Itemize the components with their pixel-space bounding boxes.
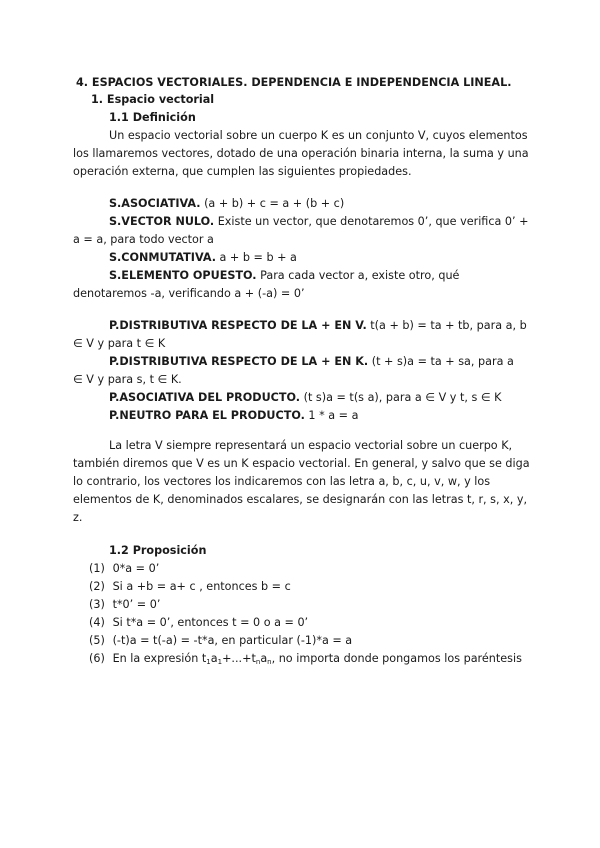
subscript: 1 [217,658,223,666]
property-text: t(a + b) = ta + tb, para a, b [366,319,527,332]
subsection-heading-definition: 1.1 Definición [109,111,196,124]
text-fragment: a [260,652,268,665]
item-number: (5) [89,634,105,647]
item-text: (-t)a = t(-a) = -t*a, en particular (-1)*a = a [112,634,353,647]
property-continuation: ∈ V y para s, t ∈ K. [73,373,182,386]
proposition-list [89,560,549,668]
property-text: 1 * a = a [304,409,359,422]
product-property [73,407,533,425]
property-text: a + b = b + a [215,251,297,264]
property-text: (t + s)a = ta + sa, para a [368,355,514,368]
list-item [89,578,549,596]
sum-property [73,267,533,285]
property-name: P.DISTRIBUTIVA RESPECTO DE LA + EN K. [109,355,369,368]
item-text: t*0’ = 0’ [112,598,161,611]
property-name: S.ELEMENTO OPUESTO. [109,269,257,282]
item-number: (4) [89,616,105,629]
sum-property [73,213,533,231]
product-properties [73,317,533,425]
sum-property [73,249,533,267]
text-fragment: , no importa donde pongamos los paréntesis [271,652,522,665]
property-continuation: a = a, para todo vector a [73,233,214,246]
property-name: P.ASOCIATIVA DEL PRODUCTO. [109,391,301,404]
item-number: (3) [89,598,105,611]
subscript: 1 [206,658,211,666]
item-number: (1) [89,562,105,575]
notation-paragraph: La letra V siempre representará un espacio vectorial sobre un cuerpo K, también diremos que V es un K espacio vectorial. En general, y salvo que se diga lo contrario, los vectores los indicaremos con las letra a, b, c, u, v, w, y los elementos de K, denominados escalares, se designarán con las letras t, r, s, x, y, z. [73,439,530,524]
chapter-title: 4. ESPACIOS VECTORIALES. DEPENDENCIA E INDEPENDENCIA LINEAL. [76,76,512,89]
product-property [73,353,533,371]
text-fragment: a [210,652,218,665]
item-text: 0*a = 0’ [112,562,160,575]
list-item [89,596,549,614]
property-name: S.ASOCIATIVA. [109,197,201,210]
text-fragment: +...+t [222,652,256,665]
item-number: (6) [89,652,105,665]
sum-property [73,195,533,213]
item-text: Si t*a = 0’, entonces t = 0 o a = 0’ [112,616,309,629]
item-number: (2) [89,580,105,593]
subscript: n [267,658,272,666]
subscript: n [255,658,261,666]
section-heading: 1. Espacio vectorial [91,93,215,106]
property-name: S.CONMUTATIVA. [109,251,216,264]
property-text: (t s)a = t(s a), para a ∈ V y t, s ∈ K [300,391,502,404]
product-property [73,389,533,407]
list-item [89,614,549,632]
definition-paragraph: Un espacio vectorial sobre un cuerpo K es un conjunto V, cuyos elementos los llamaremos vectores, dotado de una operación binaria interna, la suma y una operación externa, que cumplen las siguientes propiedades. [73,129,529,178]
text-fragment: En la expresión t [112,652,207,665]
property-text: Existe un vector, que denotaremos 0’, que verifica 0’ + [214,215,529,228]
list-item [89,560,549,578]
item-text: Si a +b = a+ c , entonces b = c [112,580,291,593]
property-continuation: denotaremos -a, verificando a + (-a) = 0’ [73,287,305,300]
list-item [89,632,549,650]
property-text: Para cada vector a, existe otro, qué [256,269,460,282]
item-text [113,652,522,665]
list-item [89,650,549,668]
property-name: S.VECTOR NULO. [109,215,215,228]
property-name: P.NEUTRO PARA EL PRODUCTO. [109,409,305,422]
product-property [73,317,533,335]
property-name: P.DISTRIBUTIVA RESPECTO DE LA + EN V. [109,319,367,332]
property-continuation: ∈ V y para t ∈ K [73,337,166,350]
subsection-heading-proposition: 1.2 Proposición [109,544,207,557]
property-text: (a + b) + c = a + (b + c) [200,197,345,210]
sum-properties [73,195,533,303]
